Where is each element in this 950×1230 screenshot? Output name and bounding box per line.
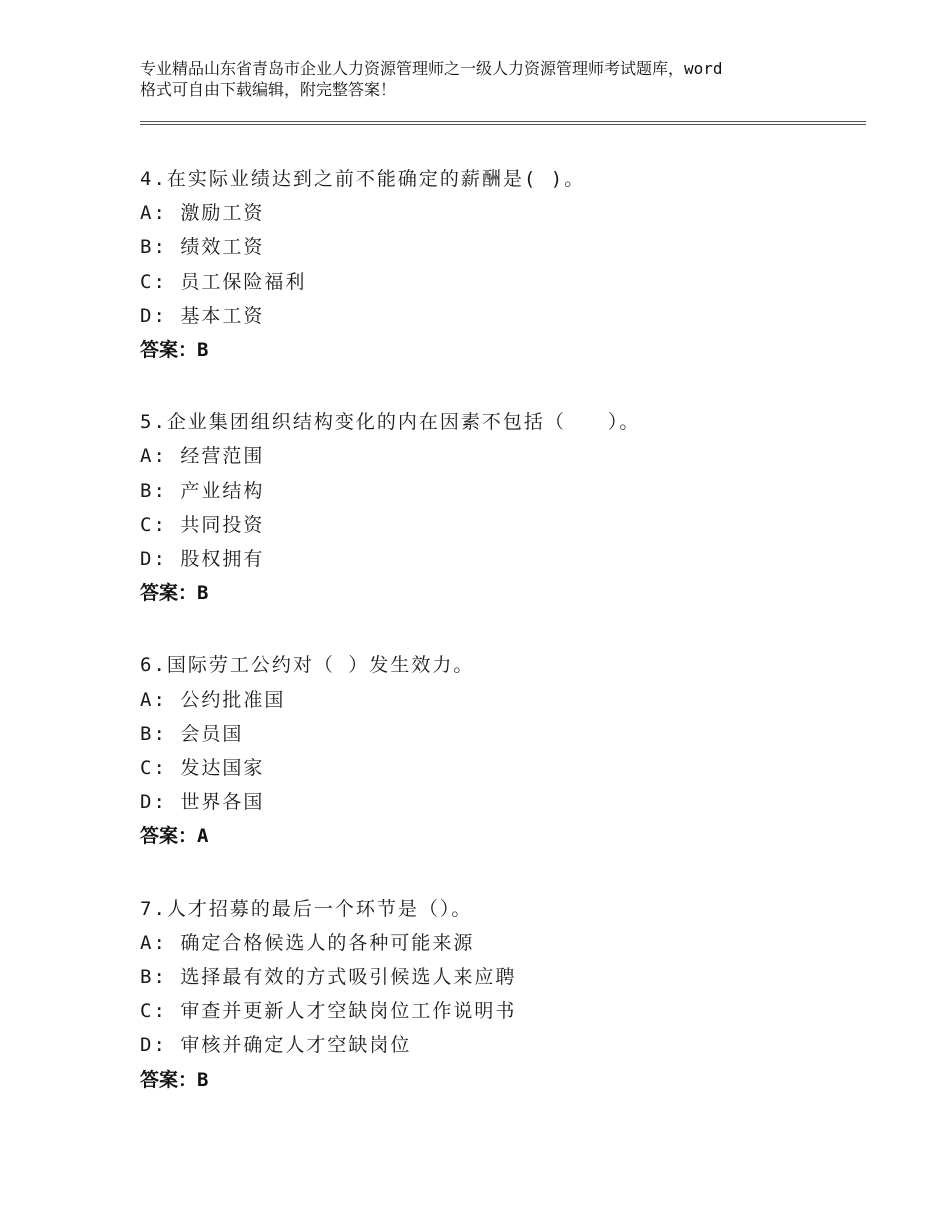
- document-header: [140, 58, 830, 100]
- option-b: B: 选择最有效的方式吸引候选人来应聘: [140, 966, 517, 989]
- header-line-1: 专业精品山东省青岛市企业人力资源管理师之一级人力资源管理师考试题库，word: [140, 59, 723, 78]
- option-c: C: 发达国家: [140, 757, 265, 780]
- option-d: D: 股权拥有: [140, 548, 265, 571]
- question-text: 6.国际劳工公约对（ ）发生效力。: [140, 654, 475, 677]
- question-6: [140, 648, 860, 853]
- option-d: D: 世界各国: [140, 791, 265, 814]
- option-b: B: 产业结构: [140, 479, 265, 502]
- option-b: B: 绩效工资: [140, 236, 265, 259]
- header-line-2: 格式可自由下载编辑，附完整答案！: [140, 80, 397, 99]
- option-c: C: 审查并更新人才空缺岗位工作说明书: [140, 1000, 517, 1023]
- question-text: 4.在实际业绩达到之前不能确定的薪酬是( )。: [140, 168, 586, 190]
- question-7: [140, 892, 860, 1097]
- question-text: 7.人才招募的最后一个环节是（）。: [140, 897, 473, 920]
- option-a: A: 公约批准国: [140, 688, 286, 711]
- question-5: [140, 405, 860, 610]
- answer: 答案：A: [140, 825, 209, 848]
- question-list: [140, 162, 860, 1135]
- option-b: B: 会员国: [140, 722, 244, 745]
- option-d: D: 审核并确定人才空缺岗位: [140, 1034, 412, 1057]
- option-c: C: 共同投资: [140, 513, 265, 536]
- answer: 答案：B: [140, 339, 209, 362]
- answer: 答案：B: [140, 582, 209, 605]
- question-4: [140, 162, 860, 367]
- option-c: C: 员工保险福利: [140, 270, 307, 293]
- option-d: D: 基本工资: [140, 304, 265, 327]
- question-text: 5.企业集团组织结构变化的内在因素不包括（ ）。: [140, 411, 641, 434]
- header-divider-bottom: [140, 124, 866, 125]
- option-a: A: 激励工资: [140, 202, 265, 225]
- answer: 答案：B: [140, 1068, 209, 1091]
- option-a: A: 确定合格候选人的各种可能来源: [140, 931, 475, 954]
- option-a: A: 经营范围: [140, 445, 265, 468]
- header-divider-top: [140, 121, 866, 122]
